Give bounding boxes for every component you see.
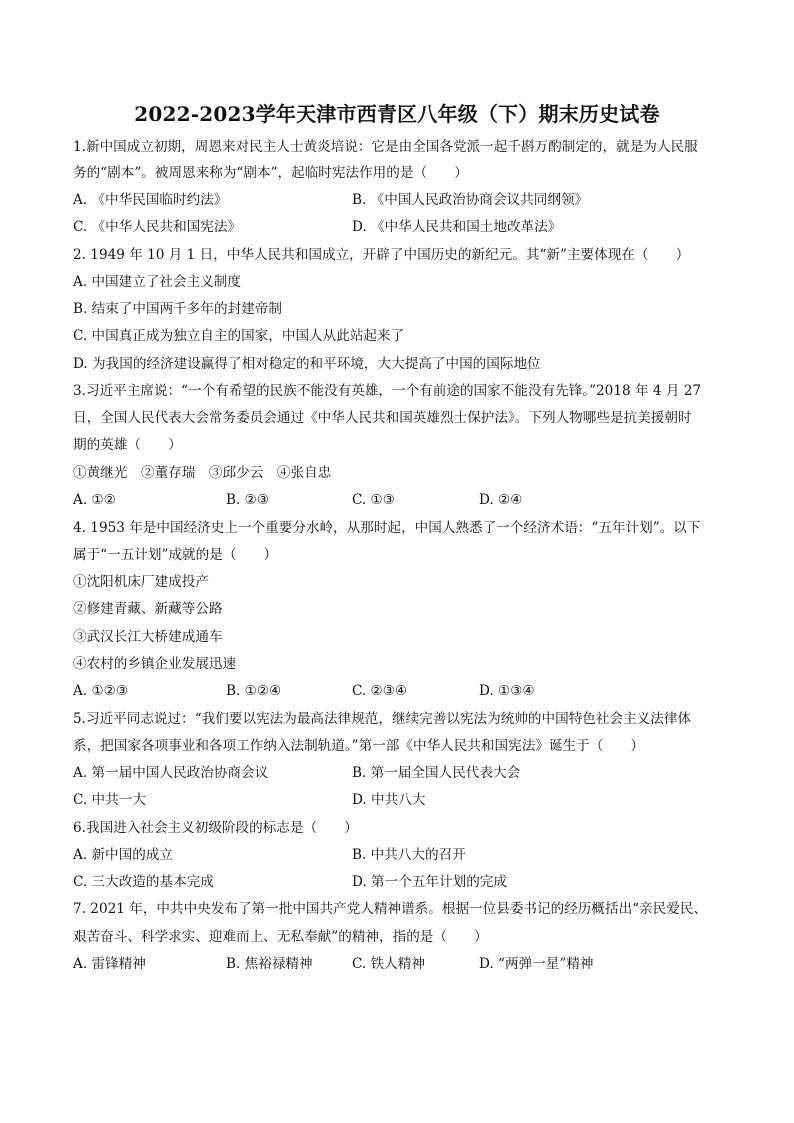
question-2-option-b: B. 结束了中国两千多年的封建帝制 xyxy=(73,301,282,317)
question-3-option-b: B. ②③ xyxy=(226,492,270,508)
question-1-option-c: C. 《中华人民共和国宪法》 xyxy=(73,219,242,235)
question-6-option-d: D. 第一个五年计划的完成 xyxy=(352,874,507,890)
question-6-option-a: A. 新中国的成立 xyxy=(73,847,174,863)
question-5-stem-line-2: 系，把国家各项事业和各项工作纳入法制轨道。”第一部《中华人民共和国宪法》诞生于（ ） xyxy=(73,738,645,754)
question-2-stem-line-1: 2. 1949 年 10 月 1 日，中华人民共和国成立，开辟了中国历史的新纪元。其“新”主要体现在（ ） xyxy=(73,247,690,263)
question-4-option-a: A. ①②③ xyxy=(73,683,129,699)
question-3-option-d: D. ②④ xyxy=(479,492,523,508)
question-1-stem-line-2: 务的“剧本”。被周恩来称为“剧本”，起临时宪法作用的是（ ） xyxy=(73,165,468,181)
question-6-option-b: B. 中共八大的召开 xyxy=(352,847,466,863)
question-1-option-d: D. 《中华人民共和国土地改革法》 xyxy=(352,219,562,235)
question-5-option-c: C. 中共一大 xyxy=(73,792,146,808)
question-3-stem-line-3: 期的英雄（ ） xyxy=(73,437,182,453)
question-4-statement-3: ③武汉长江大桥建成通车 xyxy=(73,629,223,645)
question-5-stem-line-1: 5.习近平同志说过：“我们要以宪法为最高法律规范，继续完善以宪法为统帅的中国特色社会主义法律体 xyxy=(73,711,692,727)
question-4-statement-1: ①沈阳机床厂建成投产 xyxy=(73,574,209,590)
question-7-option-a: A. 雷锋精神 xyxy=(73,956,146,972)
question-4-stem-line-1: 4. 1953 年是中国经济史上一个重要分水岭，从那时起，中国人熟悉了一个经济术语：“五年计划”。以下 xyxy=(73,520,701,536)
question-3-stem-line-2: 日，全国人民代表大会常务委员会通过《中华人民共和国英雄烈士保护法》。下列人物哪些是抗美援朝时 xyxy=(73,410,692,426)
question-1-stem-line-1: 1.新中国成立初期，周恩来对民主人士黄炎培说：它是由全国各党派一起千斟万酌制定的，就是为人民服 xyxy=(73,139,698,155)
question-7-option-b: B. 焦裕禄精神 xyxy=(226,956,313,972)
question-4-stem-line-2: 属于“一五计划”成就的是（ ） xyxy=(73,547,278,563)
question-7-stem-line-2: 艰苦奋斗、科学求实、迎难而上、无私奉献”的精神，指的是（ ） xyxy=(73,929,488,945)
question-5-option-d: D. 中共八大 xyxy=(352,792,426,808)
question-4-option-b: B. ①②④ xyxy=(226,683,282,699)
question-4-option-d: D. ①③④ xyxy=(479,683,535,699)
question-2-option-c: C. 中国真正成为独立自主的国家，中国人从此站起来了 xyxy=(73,328,405,344)
page-title: 2022-2023学年天津市西青区八年级（下）期末历史试卷 xyxy=(134,102,660,126)
question-3-statements: ①黄继光 ②董存瑞 ③邱少云 ④张自忠 xyxy=(73,465,332,481)
question-4-option-c: C. ②③④ xyxy=(352,683,408,699)
question-3-option-a: A. ①② xyxy=(73,492,116,508)
question-3-stem-line-1: 3.习近平主席说：“一个有希望的民族不能没有英雄，一个有前途的国家不能没有先锋。”2018 年 4 月 27 xyxy=(73,383,702,399)
question-4-statement-2: ②修建青藏、新藏等公路 xyxy=(73,601,223,617)
question-5-option-a: A. 第一届中国人民政治协商会议 xyxy=(73,765,269,781)
question-4-statement-4: ④农村的乡镇企业发展迅速 xyxy=(73,656,237,672)
question-7-option-d: D. “两弹一星”精神 xyxy=(479,956,594,972)
question-5-option-b: B. 第一届全国人民代表大会 xyxy=(352,765,521,781)
question-2-option-d: D. 为我国的经济建设赢得了相对稳定的和平环境，大大提高了中国的国际地位 xyxy=(73,356,541,372)
question-7-stem-line-1: 7. 2021 年，中共中央发布了第一批中国共产党人精神谱系。根据一位县委书记的经历概括出“亲民爱民、 xyxy=(73,901,708,917)
question-1-option-a: A. 《中华民国临时约法》 xyxy=(73,192,228,208)
question-3-option-c: C. ①③ xyxy=(352,492,395,508)
question-1-option-b: B. 《中国人民政治协商会议共同纲领》 xyxy=(352,192,589,208)
question-6-option-c: C. 三大改造的基本完成 xyxy=(73,874,214,890)
question-6-stem-line-1: 6.我国进入社会主义初级阶段的标志是（ ） xyxy=(73,820,358,836)
question-2-option-a: A. 中国建立了社会主义制度 xyxy=(73,274,241,290)
question-7-option-c: C. 铁人精神 xyxy=(352,956,425,972)
